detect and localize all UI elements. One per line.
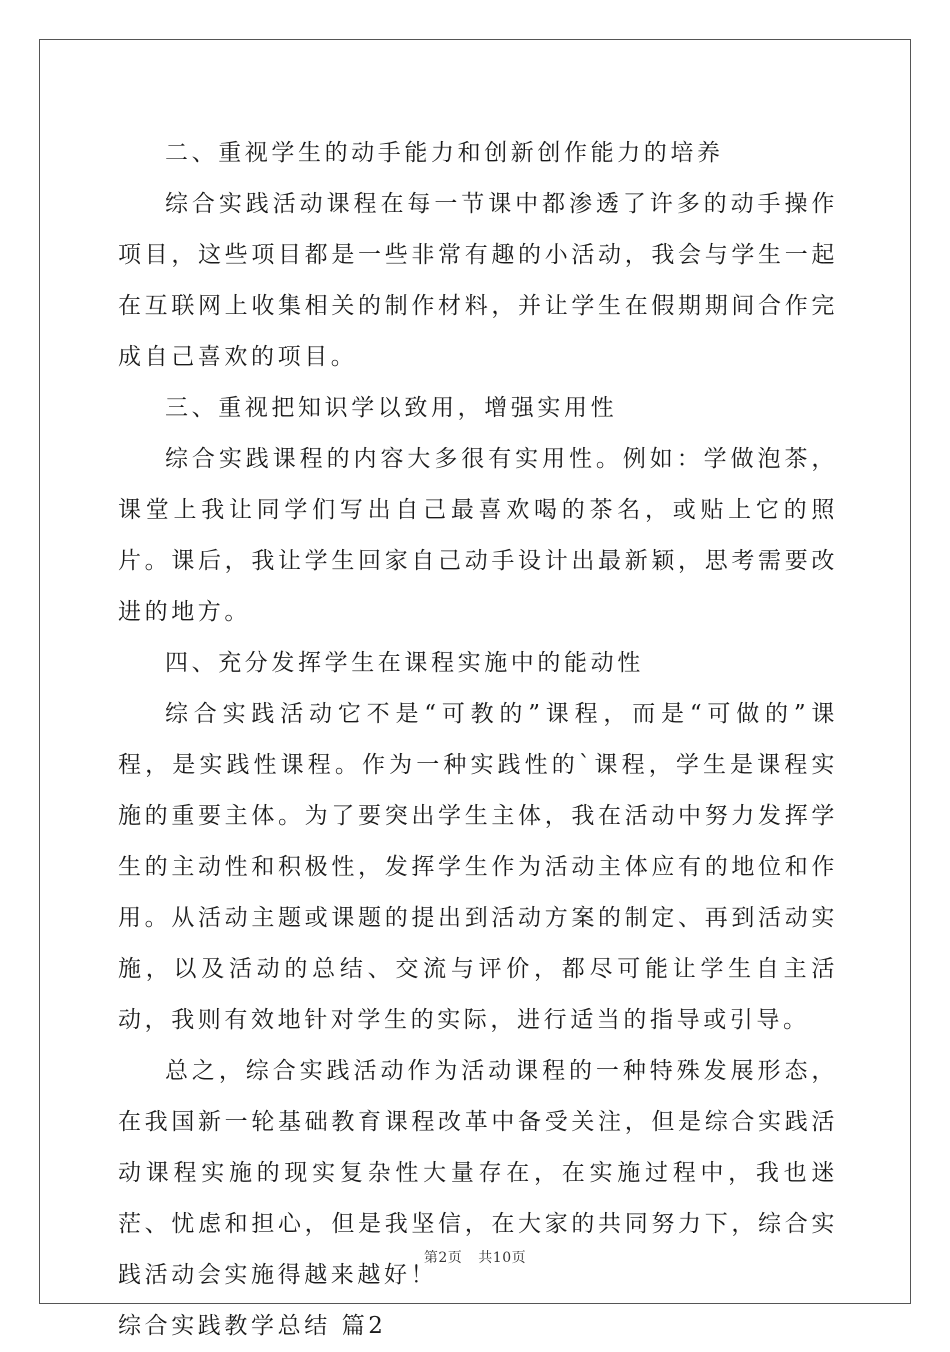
paragraph-initiative: 综合实践活动它不是“可教的”课程，而是“可做的”课程，是实践性课程。作为一种实践性的`课程，学生是课程实施的重要主体。为了要突出学生主体，我在活动中努力发挥学生的主动性和积极性，发挥学生作为活动主体应有的地位和作用。从活动主题或课题的提出到活动方案的制定、再到活动实施，以及活动的总结、交流与评价，都尽可能让学生自主活动，我则有效地针对学生的实际，进行适当的指导或引导。 (118, 701, 838, 1033)
section-heading-3: 三、重视把知识学以致用，增强实用性 (165, 395, 618, 421)
article-title-part-2: 综合实践教学总结 篇2 (118, 1313, 387, 1339)
paragraph-practical: 综合实践课程的内容大多很有实用性。例如：学做泡茶，课堂上我让同学们写出自己最喜欢喝的茶名，或贴上它的照片。课后，我让学生回家自己动手设计出最新颖，思考需要改进的地方。 (118, 446, 838, 625)
section-heading-4: 四、充分发挥学生在课程实施中的能动性 (165, 650, 644, 676)
page-number: 第2页 (423, 1250, 463, 1266)
paragraph-conclusion: 总之，综合实践活动作为活动课程的一种特殊发展形态，在我国新一轮基础教育课程改革中备受关注，但是综合实践活动课程实施的现实复杂性大量存在，在实施过程中，我也迷茫、忧虑和担心，但是我坚信，在大家的共同努力下，综合实践活动会实施得越来越好！ (118, 1058, 838, 1288)
section-heading-2: 二、重视学生的动手能力和创新创作能力的培养 (165, 140, 724, 166)
page-footer (0, 1247, 950, 1267)
document-body (118, 128, 838, 1352)
paragraph-hands-on: 综合实践活动课程在每一节课中都渗透了许多的动手操作项目，这些项目都是一些非常有趣的小活动，我会与学生一起在互联网上收集相关的制作材料，并让学生在假期期间合作完成自己喜欢的项目。 (118, 191, 838, 370)
page-total: 共10页 (478, 1250, 527, 1266)
